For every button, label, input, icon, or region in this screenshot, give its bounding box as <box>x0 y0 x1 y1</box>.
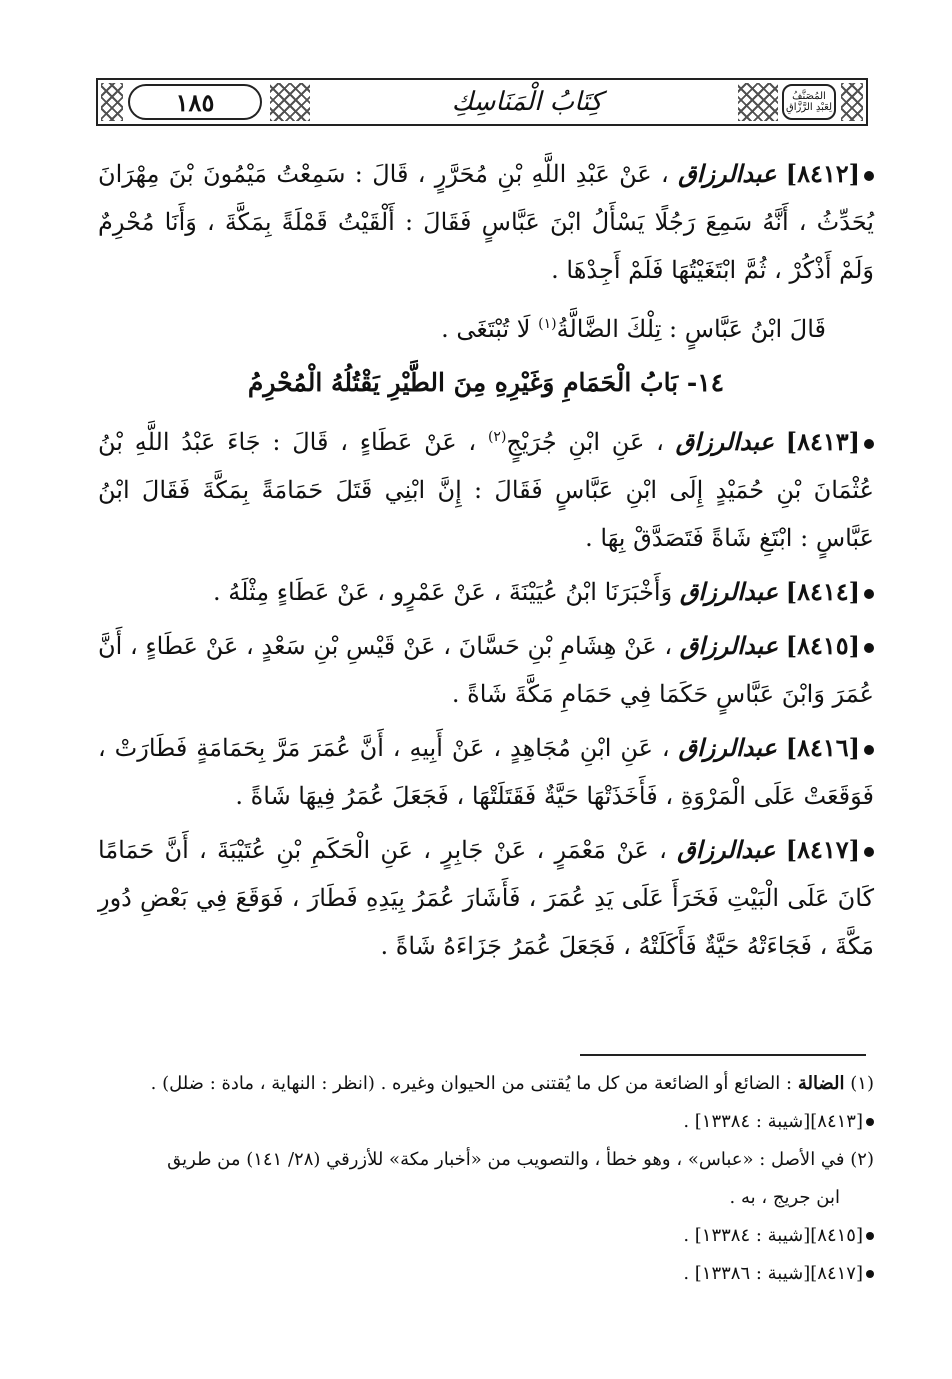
narrator-name: عبدالرزاق <box>678 159 777 188</box>
bullet-icon <box>866 1118 874 1126</box>
reference-line <box>98 1258 874 1290</box>
hadith-number: [٨٤١٧] <box>785 835 860 864</box>
ornament-border-mid-right <box>738 83 778 121</box>
footnote-2 <box>98 1144 874 1176</box>
hadith-text-cont: ، عَنْ عَطَاءٍ ، قَالَ : جَاءَ عَبْدُ اللَّهِ بْنُ عُثْمَانَ بْنِ حُمَيْدٍ إِلَى ابْنِ عَبَّاسٍ فَقَالَ : إِنَّ ابْنِي قَتَلَ حَمَامَةً بِمَكَّةَ فَقَالَ ابْنُ عَبَّاسٍ : ابْتَغِ شَاةً فَتَصَدَّقْ بِهَا . <box>98 428 874 552</box>
hadith-text: ، عَنِ ابْنِ مُجَاهِدٍ ، عَنْ أَبِيهِ ، أَنَّ عُمَرَ مَرَّ بِحَمَامَةٍ فَطَارَتْ ، فَوَقَعَتْ عَلَى الْمَرْوَةِ ، فَأَخَذَتْهَا حَيَّةٌ فَقَتَلَتْهَا ، فَجَعَلَ عُمَرُ فِيهَا شَاةً . <box>98 734 874 810</box>
hadith-text: ، عَنْ هِشَامِ بْنِ حَسَّانَ ، عَنْ قَيْسِ بْنِ سَعْدٍ ، عَنْ عَطَاءٍ ، أَنَّ عُمَرَ وَابْنَ عَبَّاسٍ حَكَمَا فِي حَمَامِ مَكَّةَ شَاةً . <box>98 632 874 708</box>
footnote-term: الضالة <box>797 1073 845 1094</box>
reference-line <box>98 1220 874 1252</box>
bullet-icon <box>864 643 874 653</box>
hadith-number: [٨٤١٢] <box>785 159 860 188</box>
continuation-text: قَالَ ابْنُ عَبَّاسٍ : تِلْكَ الضَّالَّةُ <box>556 315 826 343</box>
main-text <box>98 150 874 976</box>
footnote-number: (٢) <box>850 1149 874 1170</box>
section-heading: ١٤- بَابُ الْحَمَامِ وَغَيْرِهِ مِنَ الطَّيْرِ يَقْتُلُهُ الْمُحْرِمُ <box>247 368 725 397</box>
bullet-icon <box>864 745 874 755</box>
hadith-entry <box>98 622 874 718</box>
book-logo <box>782 84 836 120</box>
footnote-divider <box>580 1054 866 1056</box>
ornament-border-right <box>841 83 863 121</box>
narrator-name: عبدالرزاق <box>675 427 774 456</box>
footnote-number: (١) <box>850 1073 874 1094</box>
bullet-icon <box>866 1270 874 1278</box>
hadith-entry <box>98 150 874 294</box>
narrator-name: عبدالرزاق <box>679 577 779 606</box>
ornament-border-left <box>101 83 123 121</box>
page-number: ١٨٥ <box>128 84 262 120</box>
hadith-number: [٨٤١٦] <box>785 733 860 762</box>
hadith-number: [٨٤١٤] <box>785 577 860 606</box>
footnote-text-cont: ابن جريج ، به . <box>729 1187 840 1208</box>
hadith-entry <box>98 568 874 616</box>
reference-text: [٨٤١٣][شيبة : ١٣٣٨٤] . <box>683 1111 863 1132</box>
footnote-2-continuation <box>98 1182 874 1214</box>
running-title: كِتَابُ الْمَنَاسِكِ <box>451 87 603 117</box>
bullet-icon <box>864 171 874 181</box>
hadith-text: ، عَنِ ابْنِ جُرَيْجٍ <box>506 428 664 456</box>
hadith-number: [٨٤١٣] <box>785 427 860 456</box>
hadith-text: وَأَخْبَرَنَا ابْنُ عُيَيْنَةَ ، عَنْ عَمْرٍو ، عَنْ عَطَاءٍ مِثْلَهُ . <box>212 578 673 606</box>
narrator-name: عبدالرزاق <box>677 835 776 864</box>
reference-text: [٨٤١٧][شيبة : ١٣٣٨٦] . <box>683 1263 863 1284</box>
footnote-marker: (٢) <box>487 429 507 445</box>
bullet-icon <box>864 439 874 449</box>
bullet-icon <box>866 1232 874 1240</box>
hadith-continuation <box>98 300 874 353</box>
footnote-1 <box>98 1068 874 1100</box>
narrator-name: عبدالرزاق <box>678 733 777 762</box>
footnote-marker: (١) <box>538 316 557 332</box>
ornament-border-mid-left <box>270 83 310 121</box>
footnotes <box>98 1068 874 1296</box>
logo-line-1: المُصَنَّفُ <box>792 91 826 102</box>
narrator-name: عبدالرزاق <box>679 631 779 660</box>
hadith-entry <box>98 826 874 970</box>
running-header <box>96 78 868 126</box>
reference-line <box>98 1106 874 1138</box>
hadith-number: [٨٤١٥] <box>785 631 860 660</box>
footnote-text: في الأصل : «عباس» ، وهو خطأ ، والتصويب من «أخبار مكة» للأزرقي (٢٨/ ١٤١) من طريق <box>167 1149 845 1170</box>
bullet-icon <box>864 847 874 857</box>
hadith-entry <box>98 413 874 562</box>
footnote-text: : الضائع أو الضائعة من كل ما يُقتنى من الحيوان وغيره . (انظر : النهاية ، مادة : ضلل) . <box>150 1073 793 1094</box>
continuation-text-end: لَا تُبْتَغَى . <box>441 315 531 343</box>
logo-line-2: لِعَبْدِ الرَّزَّاقِ <box>785 102 833 113</box>
hadith-text: ، عَنْ مَعْمَرٍ ، عَنْ جَابِرٍ ، عَنِ الْحَكَمِ بْنِ عُتَيْبَةَ ، أَنَّ حَمَامًا كَانَ عَلَى الْبَيْتِ فَخَرَأَ عَلَى يَدِ عُمَرَ ، فَأَشَارَ عُمَرُ بِيَدِهِ فَطَارَ ، فَوَقَعَ فِي بَعْضِ دُورِ مَكَّةَ ، فَجَاءَتْهُ حَيَّةٌ فَأَكَلَتْهُ ، فَجَعَلَ عُمَرُ جَزَاءَهُ شَاةً . <box>98 836 874 960</box>
bullet-icon <box>864 589 874 599</box>
hadith-entry <box>98 724 874 820</box>
hadith-text: ، عَنْ عَبْدِ اللَّهِ بْنِ مُحَرَّرٍ ، قَالَ : سَمِعْتُ مَيْمُونَ بْنَ مِهْرَانَ يُحَدِّثُ ، أَنَّهُ سَمِعَ رَجُلًا يَسْأَلُ ابْنَ عَبَّاسٍ فَقَالَ : أَلْقَيْتُ قَمْلَةً بِمَكَّةَ ، وَأَنَا مُحْرِمٌ وَلَمْ أَذْكُرْ ، ثُمَّ ابْتَغَيْتُهَا فَلَمْ أَجِدْهَا . <box>98 160 874 284</box>
reference-text: [٨٤١٥][شيبة : ١٣٣٨٤] . <box>683 1225 863 1246</box>
